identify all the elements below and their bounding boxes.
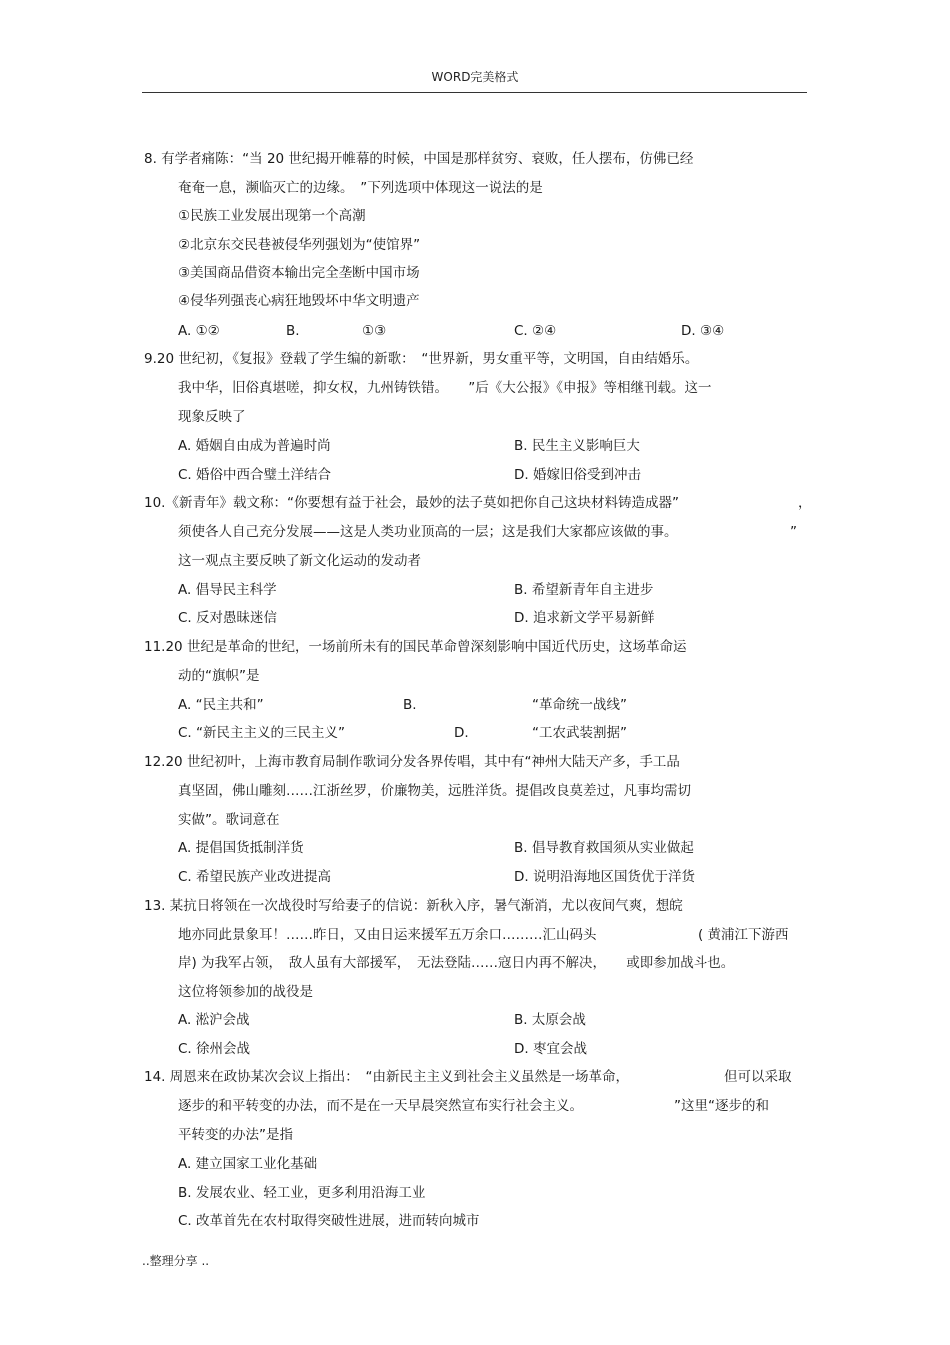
question-13-option-b: B. 太原会战: [514, 1012, 586, 1028]
question-13-stem-line-2-end: ( 黄浦江下游西: [698, 927, 789, 943]
header-rule: [142, 92, 807, 93]
question-11-option-c: C. “新民主主义的三民主义”: [178, 725, 345, 741]
question-10-stem-comma: ，: [798, 495, 812, 511]
question-14-stem-line-1: 14. 周恩来在政协某次会议上指出： “由新民主主义到社会主义虽然是一场革命，: [144, 1069, 630, 1085]
question-9-option-b: B. 民生主义影响巨大: [514, 438, 640, 454]
question-8-item-3: ③美国商品借资本输出完全垄断中国市场: [178, 265, 420, 281]
question-9-option-d: D. 婚嫁旧俗受到冲击: [514, 467, 641, 483]
question-10-option-b: B. 希望新青年自主进步: [514, 582, 654, 598]
question-13-option-c: C. 徐州会战: [178, 1041, 251, 1057]
question-10-stem-line-3: 这一观点主要反映了新文化运动的发动者: [178, 553, 421, 569]
question-13-option-d: D. 枣宜会战: [514, 1041, 587, 1057]
question-9-stem-line-2: 我中华，旧俗真堪嗟，抑女权，九州铸铁错。 ”后《大公报》《申报》等相继刊载。这一: [178, 380, 712, 396]
question-14-option-a: A. 建立国家工业化基础: [178, 1156, 318, 1172]
question-10-stem-line-2: 须使各人自己充分发展——这是人类功业顶高的一层；这是我们大家都应该做的事。: [178, 524, 678, 540]
question-11-option-b-text: “革命统一战线”: [532, 697, 627, 713]
question-13-stem-line-3: 岸) 为我军占领， 敌人虽有大部援军， 无法登陆……寇日内再不解决， 或即参加战斗也。: [178, 955, 735, 971]
question-8-stem-line-1: 8. 有学者痛陈：“当 20 世纪揭开帷幕的时候，中国是那样贫穷、衰败，任人摆布，仿佛已经: [144, 151, 694, 167]
question-14-option-c: C. 改革首先在农村取得突破性进展，进而转向城市: [178, 1213, 480, 1229]
question-8-option-a: A. ①②: [178, 323, 220, 339]
question-12-stem-line-2: 真坚固，佛山雕刻……江浙丝罗，价廉物美，远胜洋货。提倡改良莫差过，凡事均需切: [178, 783, 691, 799]
question-9-stem-line-1: 9.20 世纪初，《复报》登载了学生编的新歌： “世界新，男女重平等，文明国，自由结婚乐。: [144, 351, 699, 367]
question-12-option-c: C. 希望民族产业改进提高: [178, 869, 332, 885]
question-11-option-d-text: “工农武装割据”: [532, 725, 627, 741]
question-10-stem-quote: ”: [790, 524, 797, 540]
question-10-stem-line-1: 10.《新青年》载文称：“你要想有益于社会，最妙的法子莫如把你自己这块材料铸造成器”: [144, 495, 679, 511]
question-14-option-b: B. 发展农业、轻工业，更多利用沿海工业: [178, 1185, 426, 1201]
question-10-option-c: C. 反对愚昧迷信: [178, 610, 278, 626]
question-8-item-1: ①民族工业发展出现第一个高潮: [178, 208, 366, 224]
question-12-option-a: A. 提倡国货抵制洋货: [178, 840, 304, 856]
question-9-option-c: C. 婚俗中西合璧土洋结合: [178, 467, 332, 483]
page-header: WORD完美格式: [431, 70, 519, 84]
question-8-option-c: C. ②④: [514, 323, 557, 339]
question-14-stem-line-2-end: ”这里“逐步的和: [674, 1098, 769, 1114]
question-9-option-a: A. 婚姻自由成为普遍时尚: [178, 438, 331, 454]
question-10-option-a: A. 倡导民主科学: [178, 582, 277, 598]
question-13-stem-line-1: 13. 某抗日将领在一次战役时写给妻子的信说：新秋入序，暑气渐消，尤以夜间气爽，想皖: [144, 898, 683, 914]
question-13-stem-line-2: 地亦同此景象耳！……昨日，又由日运来援军五万余口………汇山码头: [178, 927, 597, 943]
question-13-stem-line-4: 这位将领参加的战役是: [178, 984, 313, 1000]
question-11-stem-line-2: 动的“旗帜”是: [178, 668, 260, 684]
question-14-stem-line-1-end: 但可以采取: [724, 1069, 792, 1085]
question-8-option-b-label: B.: [286, 323, 300, 339]
question-9-stem-line-3: 现象反映了: [178, 409, 246, 425]
page-footer: ..整理分享 ..: [142, 1254, 210, 1268]
question-8-option-d: D. ③④: [681, 323, 725, 339]
question-8-item-2: ②北京东交民巷被侵华列强划为“使馆界”: [178, 237, 421, 253]
question-14-stem-line-3: 平转变的办法”是指: [178, 1127, 293, 1143]
question-12-option-b: B. 倡导教育救国须从实业做起: [514, 840, 694, 856]
question-11-option-d-label: D.: [454, 725, 469, 741]
question-10-option-d: D. 追求新文学平易新鲜: [514, 610, 655, 626]
question-8-stem-line-2: 奄奄一息，濒临灭亡的边缘。 ”下列选项中体现这一说法的是: [178, 180, 543, 196]
question-12-stem-line-1: 12.20 世纪初叶，上海市教育局制作歌词分发各界传唱，其中有“神州大陆天产多，手工品: [144, 754, 680, 770]
question-12-option-d: D. 说明沿海地区国货优于洋货: [514, 869, 695, 885]
question-11-option-a: A. “民主共和”: [178, 697, 264, 713]
question-13-option-a: A. 淞沪会战: [178, 1012, 250, 1028]
question-14-stem-line-2: 逐步的和平转变的办法，而不是在一天早晨突然宣布实行社会主义。: [178, 1098, 583, 1114]
question-8-option-b-text: ①③: [362, 323, 387, 339]
question-11-option-b-label: B.: [403, 697, 417, 713]
question-8-item-4: ④侵华列强丧心病狂地毁坏中华文明遗产: [178, 293, 420, 309]
question-11-stem-line-1: 11.20 世纪是革命的世纪，一场前所未有的国民革命曾深刻影响中国近代历史，这场革命运: [144, 639, 687, 655]
question-12-stem-line-3: 实做”。歌词意在: [178, 812, 280, 828]
